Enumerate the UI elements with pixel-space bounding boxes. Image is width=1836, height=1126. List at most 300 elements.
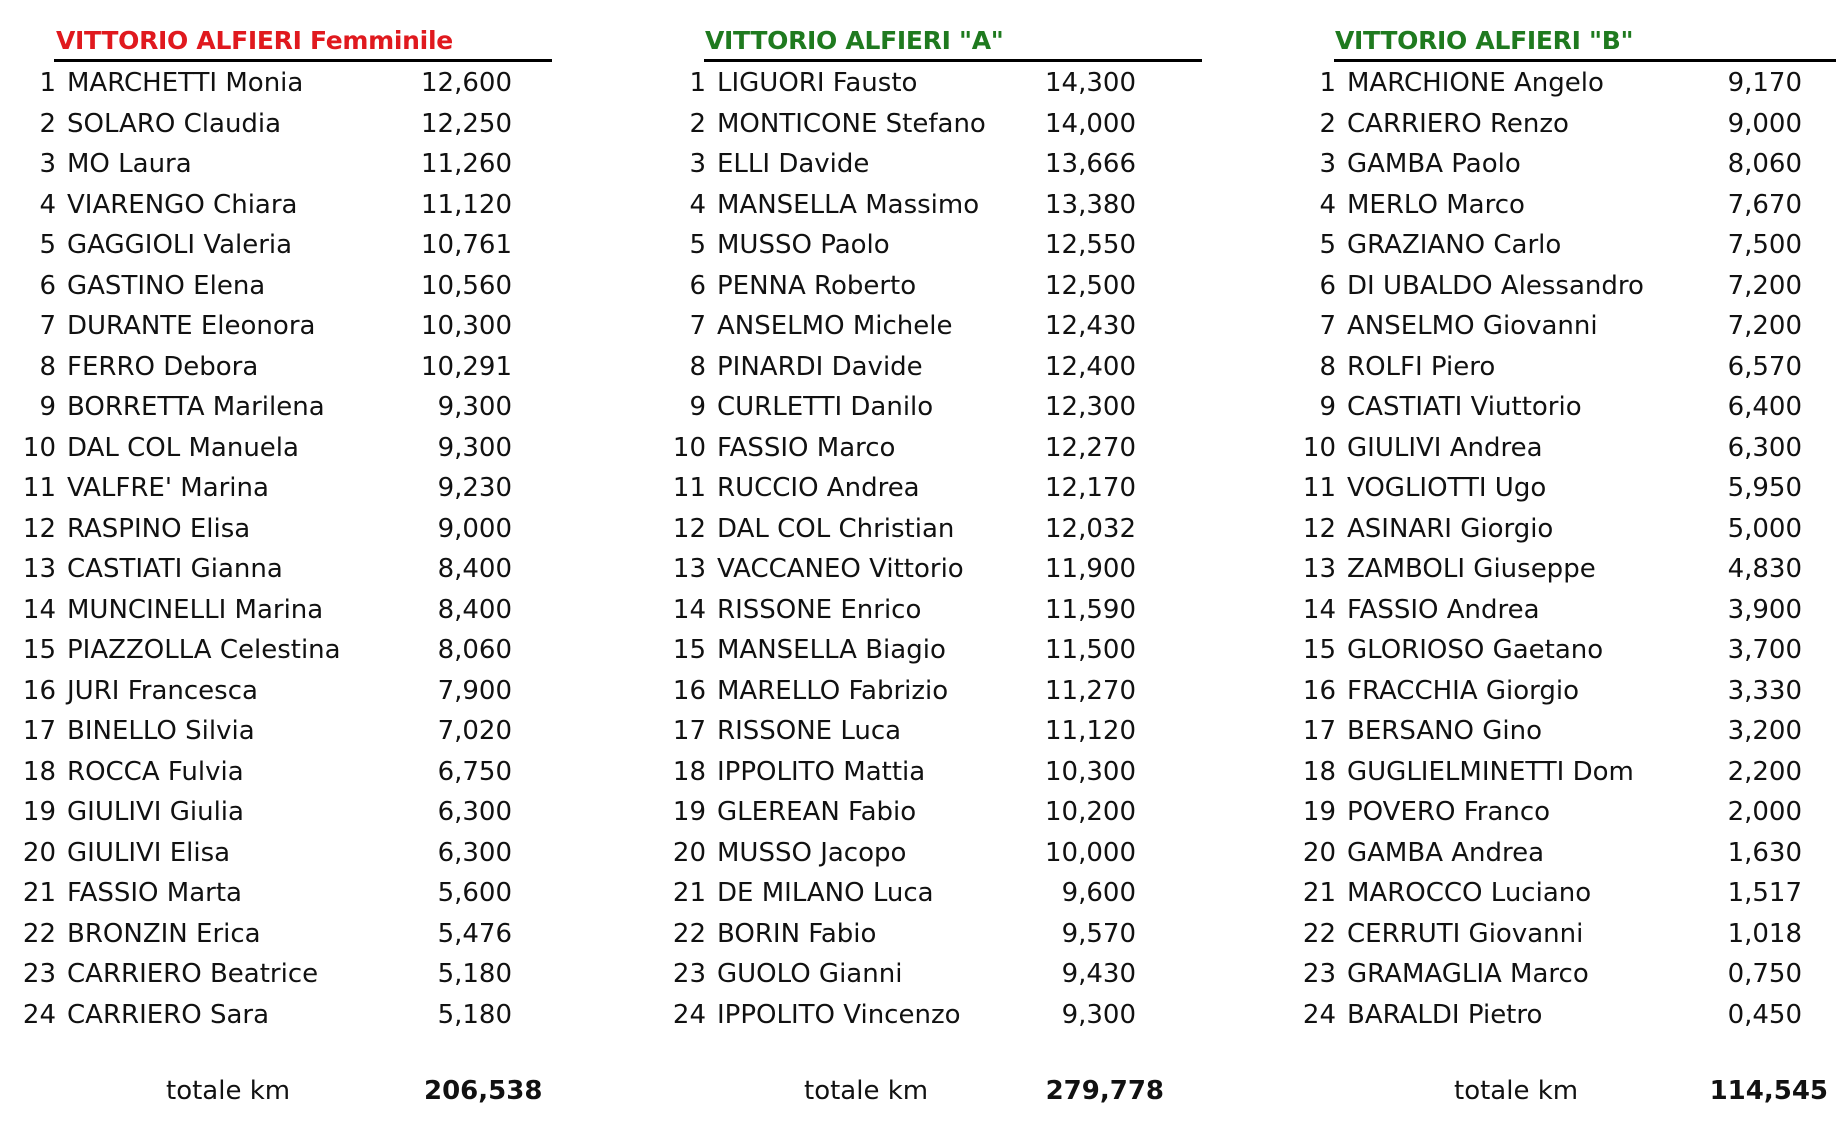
km-value: 6,300 (437, 837, 512, 868)
rank-number: 6 (689, 270, 706, 301)
rank-number: 10 (672, 432, 706, 463)
km-value: 4,830 (1727, 554, 1802, 584)
total-label: totale km (804, 1076, 929, 1106)
table-row (664, 509, 1184, 550)
rank-number: 15 (1302, 635, 1336, 665)
rank-number: 16 (22, 675, 56, 706)
athlete-name: RISSONE Luca (717, 716, 902, 746)
rank-number: 14 (672, 594, 706, 625)
rank-number: 3 (1319, 149, 1336, 179)
athlete-name: VALFRE' Marina (67, 473, 269, 503)
rank-number: 13 (1302, 554, 1336, 584)
table-row (14, 549, 554, 590)
km-value: 2,200 (1727, 756, 1802, 787)
athlete-name: DAL COL Christian (717, 513, 955, 544)
km-value: 8,060 (1727, 149, 1802, 179)
rank-number: 22 (672, 918, 706, 949)
table-row (1294, 63, 1834, 104)
athlete-name: ZAMBOLI Giuseppe (1347, 554, 1596, 584)
athlete-name: JURI Francesca (67, 675, 258, 706)
rank-number: 17 (672, 716, 706, 746)
table-row (664, 549, 1184, 590)
km-value: 9,430 (1061, 959, 1136, 989)
table-row (14, 914, 554, 955)
rank-number: 14 (1302, 594, 1336, 625)
total-value: 114,545 (1709, 1076, 1828, 1106)
km-value: 13,666 (1045, 149, 1136, 179)
athlete-name: ANSELMO Michele (717, 311, 953, 341)
km-value: 6,570 (1727, 351, 1802, 382)
athlete-name: FASSIO Marta (67, 878, 242, 908)
ranking-list (1294, 63, 1834, 1035)
rank-number: 21 (672, 878, 706, 908)
rank-number: 2 (39, 108, 56, 139)
athlete-name: GIULIVI Andrea (1347, 432, 1543, 463)
table-row (664, 347, 1184, 388)
km-value: 10,761 (421, 230, 512, 260)
km-value: 0,450 (1727, 999, 1802, 1030)
rank-number: 4 (1319, 189, 1336, 220)
km-value: 11,270 (1045, 675, 1136, 706)
rank-number: 1 (1319, 68, 1336, 98)
rank-number: 11 (22, 473, 56, 503)
table-row (664, 185, 1184, 226)
table-row (1294, 833, 1834, 874)
rank-number: 23 (1302, 959, 1336, 989)
rank-number: 2 (689, 108, 706, 139)
rank-number: 9 (1319, 392, 1336, 422)
athlete-name: MAROCCO Luciano (1347, 878, 1592, 908)
athlete-name: GASTINO Elena (67, 270, 266, 301)
rank-number: 17 (1302, 716, 1336, 746)
rank-number: 10 (1302, 432, 1336, 463)
athlete-name: GIULIVI Giulia (67, 797, 244, 827)
athlete-name: RISSONE Enrico (717, 594, 922, 625)
km-value: 12,032 (1045, 513, 1136, 544)
athlete-name: CERRUTI Giovanni (1347, 918, 1584, 949)
km-value: 11,120 (421, 189, 512, 220)
athlete-name: DURANTE Eleonora (67, 311, 316, 341)
rank-number: 2 (1319, 108, 1336, 139)
athlete-name: IPPOLITO Mattia (717, 756, 926, 787)
km-value: 0,750 (1727, 959, 1802, 989)
rank-number: 7 (1319, 311, 1336, 341)
rank-number: 24 (22, 999, 56, 1030)
table-row (1294, 630, 1834, 671)
athlete-name: FASSIO Marco (717, 432, 896, 463)
table-row (664, 792, 1184, 833)
table-row (14, 509, 554, 550)
athlete-name: FASSIO Andrea (1347, 594, 1540, 625)
rank-number: 8 (1319, 351, 1336, 382)
table-row (14, 266, 554, 307)
athlete-name: MUSSO Paolo (717, 230, 890, 260)
km-value: 10,200 (1045, 797, 1136, 827)
athlete-name: GLORIOSO Gaetano (1347, 635, 1604, 665)
athlete-name: DAL COL Manuela (67, 432, 299, 463)
table-row (664, 914, 1184, 955)
km-value: 7,020 (437, 716, 512, 746)
rank-number: 7 (689, 311, 706, 341)
athlete-name: MARELLO Fabrizio (717, 675, 949, 706)
km-value: 1,517 (1727, 878, 1802, 908)
km-value: 12,600 (421, 68, 512, 98)
athlete-name: RASPINO Elisa (67, 513, 251, 544)
km-value: 6,300 (437, 797, 512, 827)
rank-number: 20 (22, 837, 56, 868)
km-value: 9,170 (1727, 68, 1802, 98)
athlete-name: RUCCIO Andrea (717, 473, 920, 503)
km-value: 5,000 (1727, 513, 1802, 544)
team-title: VITTORIO ALFIERI "A" (705, 26, 1004, 55)
athlete-name: CURLETTI Danilo (717, 392, 934, 422)
km-value: 12,550 (1045, 230, 1136, 260)
rank-number: 11 (1302, 473, 1336, 503)
table-row (14, 306, 554, 347)
athlete-name: FERRO Debora (67, 351, 259, 382)
athlete-name: SOLARO Claudia (67, 108, 282, 139)
table-row (664, 752, 1184, 793)
table-row (1294, 185, 1834, 226)
athlete-name: ROCCA Fulvia (67, 756, 244, 787)
km-value: 6,300 (1727, 432, 1802, 463)
km-value: 11,120 (1045, 716, 1136, 746)
rank-number: 12 (1302, 513, 1336, 544)
rank-number: 5 (689, 230, 706, 260)
table-row (1294, 347, 1834, 388)
athlete-name: MARCHIONE Angelo (1347, 68, 1604, 98)
ranking-list (664, 63, 1184, 1035)
rank-number: 4 (689, 189, 706, 220)
rank-number: 22 (22, 918, 56, 949)
athlete-name: GRAZIANO Carlo (1347, 230, 1562, 260)
table-row (1294, 752, 1834, 793)
rank-number: 14 (22, 594, 56, 625)
rank-number: 5 (39, 230, 56, 260)
athlete-name: MO Laura (67, 149, 192, 179)
athlete-name: ROLFI Piero (1347, 351, 1496, 382)
km-value: 8,400 (437, 554, 512, 584)
rank-number: 6 (1319, 270, 1336, 301)
rank-number: 24 (672, 999, 706, 1030)
table-row (664, 266, 1184, 307)
table-row (664, 995, 1184, 1036)
km-value: 12,250 (421, 108, 512, 139)
team-title: VITTORIO ALFIERI "B" (1335, 26, 1634, 55)
rank-number: 19 (1302, 797, 1336, 827)
table-row (1294, 428, 1834, 469)
table-row (14, 792, 554, 833)
table-row (1294, 873, 1834, 914)
athlete-name: MUNCINELLI Marina (67, 594, 324, 625)
athlete-name: GLEREAN Fabio (717, 797, 917, 827)
athlete-name: DI UBALDO Alessandro (1347, 270, 1644, 301)
table-row (1294, 104, 1834, 145)
athlete-name: MUSSO Jacopo (717, 837, 907, 868)
rank-number: 13 (22, 554, 56, 584)
table-row (664, 468, 1184, 509)
table-row (14, 387, 554, 428)
rank-number: 1 (689, 68, 706, 98)
table-row (14, 711, 554, 752)
athlete-name: GAMBA Andrea (1347, 837, 1545, 868)
athlete-name: BINELLO Silvia (67, 716, 255, 746)
athlete-name: IPPOLITO Vincenzo (717, 999, 961, 1030)
rank-number: 13 (672, 554, 706, 584)
table-row (14, 954, 554, 995)
rank-number: 1 (39, 68, 56, 98)
athlete-name: ANSELMO Giovanni (1347, 311, 1598, 341)
km-value: 3,330 (1727, 675, 1802, 706)
km-value: 5,950 (1727, 473, 1802, 503)
athlete-name: MANSELLA Massimo (717, 189, 980, 220)
rank-number: 21 (22, 878, 56, 908)
rank-number: 12 (672, 513, 706, 544)
rank-number: 23 (672, 959, 706, 989)
total-value: 279,778 (1045, 1076, 1164, 1106)
total-label: totale km (1454, 1076, 1579, 1106)
table-row (664, 954, 1184, 995)
athlete-name: BARALDI Pietro (1347, 999, 1543, 1030)
athlete-name: GUGLIELMINETTI Dom (1347, 756, 1634, 787)
km-value: 1,018 (1727, 918, 1802, 949)
km-value: 1,630 (1727, 837, 1802, 868)
table-row (14, 144, 554, 185)
team-a (664, 18, 1184, 1118)
km-value: 5,600 (437, 878, 512, 908)
km-value: 7,200 (1727, 311, 1802, 341)
rank-number: 20 (672, 837, 706, 868)
km-value: 12,500 (1045, 270, 1136, 301)
rank-number: 17 (22, 716, 56, 746)
km-value: 10,300 (421, 311, 512, 341)
km-value: 8,060 (437, 635, 512, 665)
table-row (14, 590, 554, 631)
km-value: 12,400 (1045, 351, 1136, 382)
km-value: 5,476 (437, 918, 512, 949)
rank-number: 15 (22, 635, 56, 665)
rank-number: 19 (672, 797, 706, 827)
km-value: 9,300 (1061, 999, 1136, 1030)
athlete-name: PIAZZOLLA Celestina (67, 635, 341, 665)
km-value: 3,200 (1727, 716, 1802, 746)
table-row (664, 63, 1184, 104)
table-row (14, 671, 554, 712)
athlete-name: CARRIERO Beatrice (67, 959, 319, 989)
rank-number: 21 (1302, 878, 1336, 908)
table-row (14, 873, 554, 914)
table-row (14, 468, 554, 509)
team-title: VITTORIO ALFIERI Femminile (56, 26, 453, 55)
table-row (1294, 266, 1834, 307)
athlete-name: MARCHETTI Monia (67, 68, 304, 98)
athlete-name: BORIN Fabio (717, 918, 877, 949)
athlete-name: ELLI Davide (717, 149, 870, 179)
table-row (1294, 914, 1834, 955)
rank-number: 22 (1302, 918, 1336, 949)
km-value: 7,670 (1727, 189, 1802, 220)
table-row (14, 185, 554, 226)
table-row (664, 104, 1184, 145)
athlete-name: CARRIERO Sara (67, 999, 270, 1030)
rank-number: 9 (39, 392, 56, 422)
rank-number: 3 (39, 149, 56, 179)
athlete-name: BRONZIN Erica (67, 918, 261, 949)
km-value: 9,230 (437, 473, 512, 503)
table-row (664, 630, 1184, 671)
title-underline (704, 59, 1202, 62)
table-row (1294, 144, 1834, 185)
rank-number: 8 (689, 351, 706, 382)
km-value: 12,270 (1045, 432, 1136, 463)
km-value: 7,900 (437, 675, 512, 706)
athlete-name: CASTIATI Gianna (67, 554, 283, 584)
athlete-name: GAMBA Paolo (1347, 149, 1521, 179)
rank-number: 8 (39, 351, 56, 382)
table-row (14, 833, 554, 874)
km-value: 14,000 (1045, 108, 1136, 139)
table-row (664, 428, 1184, 469)
rank-number: 19 (22, 797, 56, 827)
table-row (1294, 954, 1834, 995)
table-row (14, 428, 554, 469)
athlete-name: GRAMAGLIA Marco (1347, 959, 1589, 989)
title-underline (54, 59, 552, 62)
km-value: 9,600 (1061, 878, 1136, 908)
km-value: 10,000 (1045, 837, 1136, 868)
ranking-list (14, 63, 554, 1035)
km-value: 7,200 (1727, 270, 1802, 301)
km-value: 6,750 (437, 756, 512, 787)
km-value: 5,180 (437, 959, 512, 989)
km-value: 8,400 (437, 594, 512, 625)
rank-number: 18 (22, 756, 56, 787)
rank-number: 12 (22, 513, 56, 544)
rank-number: 10 (22, 432, 56, 463)
table-row (1294, 468, 1834, 509)
rank-number: 3 (689, 149, 706, 179)
rank-number: 6 (39, 270, 56, 301)
rank-number: 9 (689, 392, 706, 422)
table-row (14, 752, 554, 793)
km-value: 13,380 (1045, 189, 1136, 220)
table-row (664, 387, 1184, 428)
table-row (664, 225, 1184, 266)
rank-number: 15 (672, 635, 706, 665)
km-value: 9,000 (437, 513, 512, 544)
total-value: 206,538 (424, 1076, 543, 1106)
athlete-name: CARRIERO Renzo (1347, 108, 1569, 139)
rank-number: 18 (672, 756, 706, 787)
table-row (14, 630, 554, 671)
rank-number: 24 (1302, 999, 1336, 1030)
rank-number: 4 (39, 189, 56, 220)
athlete-name: PENNA Roberto (717, 270, 917, 301)
rank-number: 20 (1302, 837, 1336, 868)
table-row (1294, 711, 1834, 752)
table-row (1294, 792, 1834, 833)
km-value: 9,300 (437, 392, 512, 422)
table-row (1294, 549, 1834, 590)
table-row (1294, 590, 1834, 631)
table-row (1294, 671, 1834, 712)
km-value: 3,900 (1727, 594, 1802, 625)
rank-number: 5 (1319, 230, 1336, 260)
athlete-name: VOGLIOTTI Ugo (1347, 473, 1547, 503)
table-row (664, 144, 1184, 185)
km-value: 9,570 (1061, 918, 1136, 949)
athlete-name: BERSANO Gino (1347, 716, 1543, 746)
athlete-name: CASTIATI Viuttorio (1347, 392, 1582, 422)
table-row (14, 104, 554, 145)
athlete-name: BORRETTA Marilena (67, 392, 325, 422)
title-underline (1334, 59, 1836, 62)
km-value: 12,430 (1045, 311, 1136, 341)
table-row (14, 347, 554, 388)
athlete-name: GAGGIOLI Valeria (67, 230, 293, 260)
table-row (1294, 225, 1834, 266)
rank-number: 16 (672, 675, 706, 706)
athlete-name: GIULIVI Elisa (67, 837, 231, 868)
km-value: 6,400 (1727, 392, 1802, 422)
km-value: 5,180 (437, 999, 512, 1030)
athlete-name: VACCANEO Vittorio (717, 554, 964, 584)
km-value: 10,560 (421, 270, 512, 301)
km-value: 11,590 (1045, 594, 1136, 625)
table-row (664, 711, 1184, 752)
rank-number: 23 (22, 959, 56, 989)
rank-number: 7 (39, 311, 56, 341)
table-row (14, 63, 554, 104)
table-row (664, 833, 1184, 874)
rank-number: 16 (1302, 675, 1336, 706)
table-row (1294, 306, 1834, 347)
athlete-name: POVERO Franco (1347, 797, 1551, 827)
athlete-name: DE MILANO Luca (717, 878, 934, 908)
table-row (664, 590, 1184, 631)
table-row (14, 995, 554, 1036)
athlete-name: MERLO Marco (1347, 189, 1525, 220)
km-value: 10,291 (421, 351, 512, 382)
table-row (664, 873, 1184, 914)
km-value: 11,500 (1045, 635, 1136, 665)
athlete-name: VIARENGO Chiara (67, 189, 298, 220)
km-value: 9,000 (1727, 108, 1802, 139)
athlete-name: PINARDI Davide (717, 351, 923, 382)
athlete-name: MONTICONE Stefano (717, 108, 986, 139)
table-row (664, 671, 1184, 712)
km-value: 3,700 (1727, 635, 1802, 665)
rank-number: 18 (1302, 756, 1336, 787)
athlete-name: GUOLO Gianni (717, 959, 903, 989)
table-row (1294, 509, 1834, 550)
table-row (14, 225, 554, 266)
km-value: 11,900 (1045, 554, 1136, 584)
team-b (1294, 18, 1834, 1118)
table-row (1294, 387, 1834, 428)
total-label: totale km (166, 1076, 291, 1106)
rank-number: 11 (672, 473, 706, 503)
km-value: 12,170 (1045, 473, 1136, 503)
table-row (1294, 995, 1834, 1036)
km-value: 9,300 (437, 432, 512, 463)
km-value: 10,300 (1045, 756, 1136, 787)
table-row (664, 306, 1184, 347)
athlete-name: FRACCHIA Giorgio (1347, 675, 1580, 706)
km-value: 14,300 (1045, 68, 1136, 98)
km-value: 7,500 (1727, 230, 1802, 260)
team-femminile (14, 18, 554, 1118)
